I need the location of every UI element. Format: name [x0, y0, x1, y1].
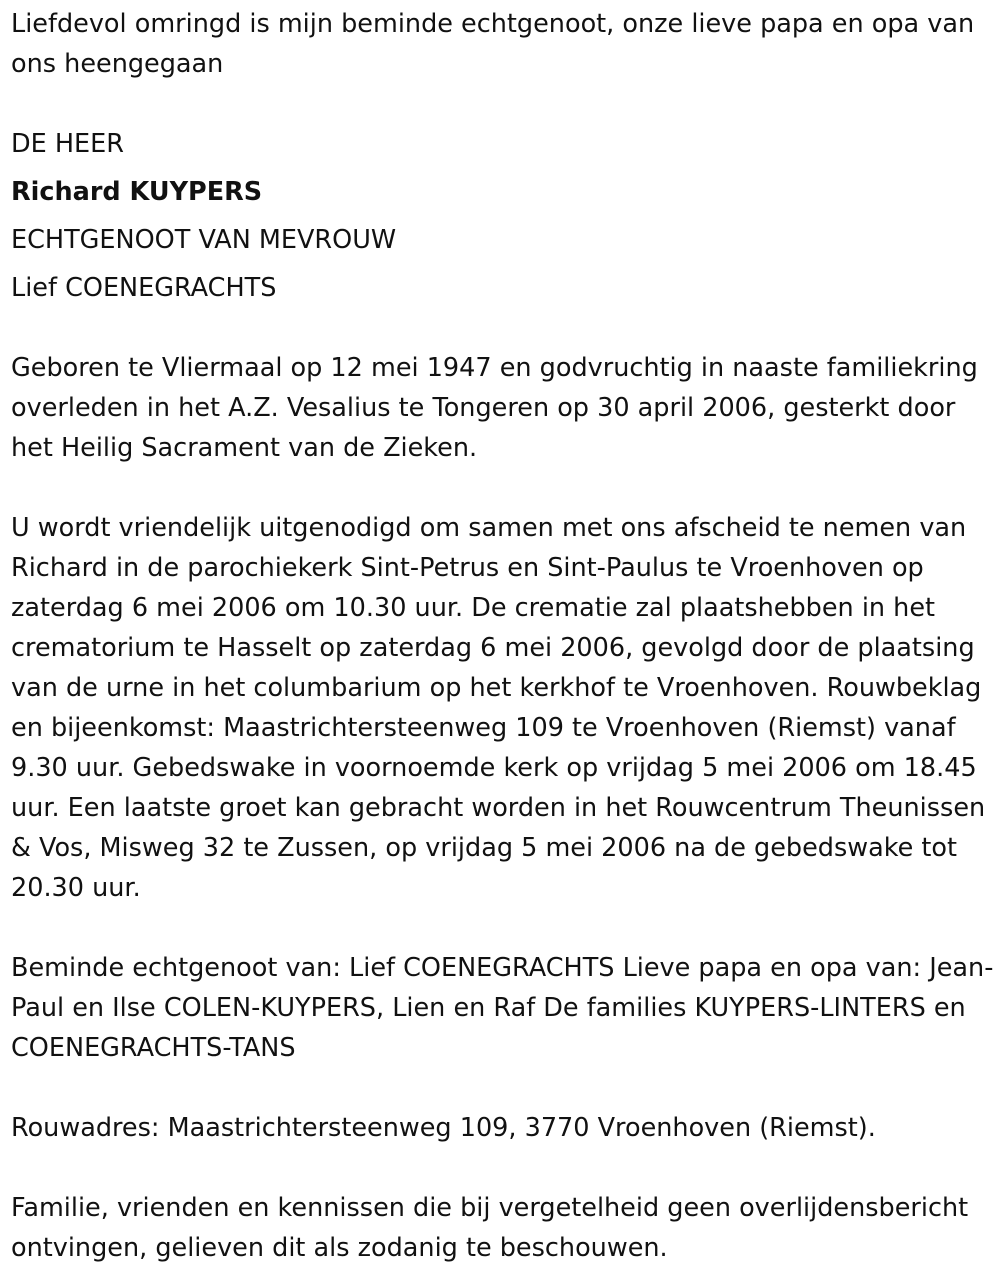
deceased-name: Richard KUYPERS	[11, 177, 263, 207]
spacer	[11, 1148, 996, 1188]
spacer	[11, 260, 996, 268]
obituary-document	[11, 4, 996, 1268]
spacer	[11, 1068, 996, 1108]
address-paragraph: Rouwadres: Maastrichtersteenweg 109, 3770 Vroenhoven (Riemst).	[11, 1113, 876, 1143]
spacer	[11, 468, 996, 508]
spouse-label: ECHTGENOOT VAN MEVROUW	[11, 225, 397, 255]
title-prefix: DE HEER	[11, 129, 124, 159]
spacer	[11, 212, 996, 220]
spacer	[11, 164, 996, 172]
spacer	[11, 908, 996, 948]
ceremony-paragraph: U wordt vriendelijk uitgenodigd om samen met ons afscheid te nemen van Richard in de parochiekerk Sint-Petrus en Sint-Paulus te Vroenhoven op zaterdag 6 mei 2006 om 10.30 uur. De crematie zal plaatshebben in het crematorium te Hasselt op zaterdag 6 mei 2006, gevolgd door de plaatsing van de urne in het columbarium op het kerkhof te Vroenhoven. Rouwbeklag en bijeenkomst: Maastrichtersteenweg 109 te Vroenhoven (Riemst) vanaf 9.30 uur. Gebedswake in voornoemde kerk op vrijdag 5 mei 2006 om 18.45 uur. Een laatste groet kan gebracht worden in het Rouwcentrum Theunissen & Vos, Misweg 32 te Zussen, op vrijdag 5 mei 2006 na de gebedswake tot 20.30 uur.	[11, 513, 986, 903]
spacer	[11, 84, 996, 124]
spouse-name: Lief COENEGRACHTS	[11, 273, 277, 303]
family-paragraph: Beminde echtgenoot van: Lief COENEGRACHTS Lieve papa en opa van: Jean-Paul en Ilse COLEN-KUYPERS, Lien en Raf De families KUYPERS-LINTERS en COENEGRACHTS-TANS	[11, 953, 994, 1063]
birth-death-paragraph: Geboren te Vliermaal op 12 mei 1947 en godvruchtig in naaste familiekring overleden in het A.Z. Vesalius te Tongeren op 30 april 2006, gesterkt door het Heilig Sacrament van de Zieken.	[11, 353, 978, 463]
closing-paragraph: Familie, vrienden en kennissen die bij vergetelheid geen overlijdensbericht ontvingen, gelieven dit als zodanig te beschouwen.	[11, 1193, 969, 1263]
intro-paragraph: Liefdevol omringd is mijn beminde echtgenoot, onze lieve papa en opa van ons heengegaan	[11, 9, 975, 79]
spacer	[11, 308, 996, 348]
